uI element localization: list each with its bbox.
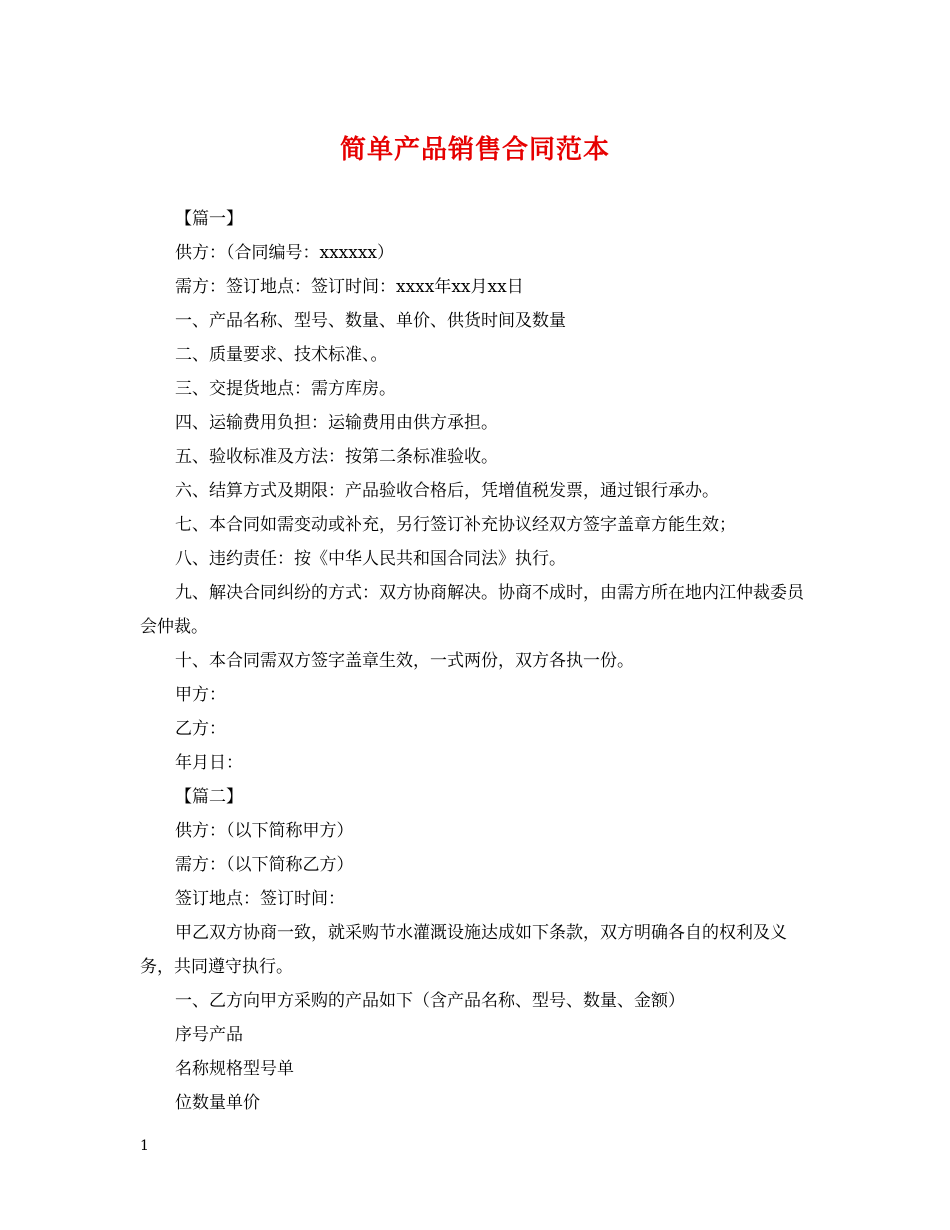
paragraph-clause-7: 七、本合同如需变动或补充，另行签订补充协议经双方签字盖章方能生效； <box>175 515 736 535</box>
paragraph-clause-6: 六、结算方式及期限：产品验收合格后，凭增值税发票，通过银行承办。 <box>175 481 719 501</box>
page-number: 1 <box>140 1138 149 1154</box>
paragraph-clause-9: 九、解决合同纠纷的方式：双方协商解决。协商不成时，由需方所在地内江仲裁委员会仲裁。 <box>140 583 804 637</box>
paragraph-section-2-header: 【篇二】 <box>175 787 243 807</box>
document-title: 简单产品销售合同范本 <box>339 135 610 165</box>
paragraph-party-a: 甲方： <box>175 685 226 705</box>
paragraph-date: 年月日： <box>175 753 243 773</box>
paragraph-supplier-2: 供方：（以下简称甲方） <box>175 821 354 841</box>
paragraph-clause-2: 二、质量要求、技术标准、。 <box>175 345 388 365</box>
paragraph-clause-4: 四、运输费用负担：运输费用由供方承担。 <box>175 413 498 433</box>
paragraph-signing: 签订地点：签订时间： <box>175 889 345 909</box>
paragraph-buyer: 需方：签订地点：签订时间：xxxx年xx月xx日 <box>175 277 524 297</box>
paragraph-agreement: 甲乙双方协商一致，就采购节水灌溉设施达成如下条款，双方明确各自的权利及义务，共同遵守执行。 <box>140 923 787 977</box>
paragraph-buyer-2: 需方：（以下简称乙方） <box>175 855 354 875</box>
paragraph-supplier: 供方：（合同编号：xxxxxx） <box>175 243 395 263</box>
paragraph-section-2-clause-1: 一、乙方向甲方采购的产品如下（含产品名称、型号、数量、金额） <box>175 991 685 1011</box>
paragraph-clause-10: 十、本合同需双方签字盖章生效，一式两份，双方各执一份。 <box>175 651 634 671</box>
document-body <box>140 202 815 1120</box>
paragraph-party-b: 乙方： <box>175 719 226 739</box>
paragraph-clause-5: 五、验收标准及方法：按第二条标准验收。 <box>175 447 498 467</box>
paragraph-section-1-header: 【篇一】 <box>175 209 243 229</box>
paragraph-table-line-2: 名称规格型号单 <box>175 1059 294 1079</box>
paragraph-clause-3: 三、交提货地点：需方库房。 <box>175 379 396 399</box>
paragraph-clause-1: 一、产品名称、型号、数量、单价、供货时间及数量 <box>175 311 566 331</box>
paragraph-clause-8: 八、违约责任：按《中华人民共和国合同法》执行。 <box>175 549 566 569</box>
paragraph-table-line-3: 位数量单价 <box>175 1093 260 1113</box>
paragraph-table-line-1: 序号产品 <box>175 1025 243 1045</box>
